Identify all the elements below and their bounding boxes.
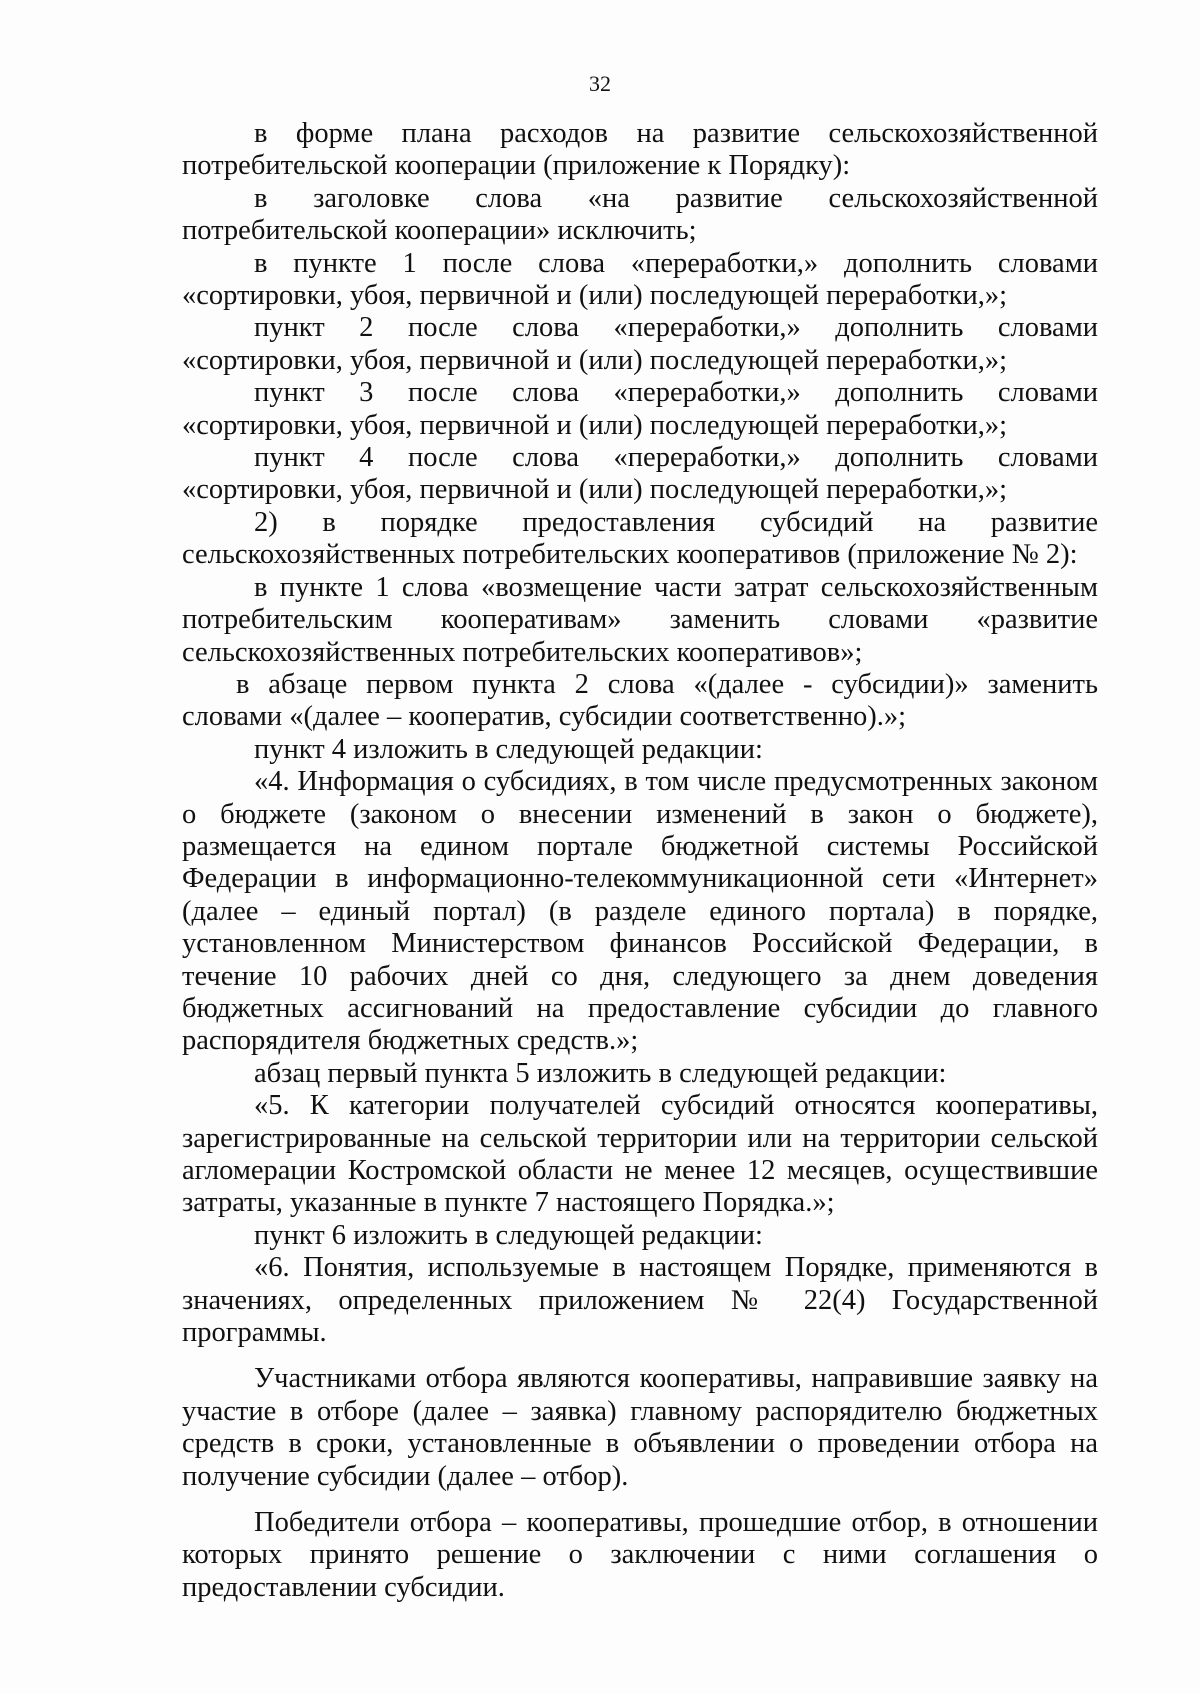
paragraph-13: «5. К категории получателей субсидий относятся кооперативы, зарегистрированные на сельской территории или на территории сельской агломерации Костромской области не менее 12 месяцев, осуществившие затраты, указанные в пункте 7 настоящего Порядка.»;: [182, 1090, 1098, 1219]
paragraph-14: пункт 6 изложить в следующей редакции:: [254, 1219, 763, 1251]
page-number: 32: [589, 71, 611, 96]
paragraph-11: «4. Информация о субсидиях, в том числе предусмотренных законом о бюджете (законом о внесении изменений в закон о бюджете), размещается на едином портале бюджетной системы Российской Федерации в информационно-телекоммуникационной сети «Интернет» (далее – единый портал) (в разделе единого портала) в порядке, установленном Министерством финансов Российской Федерации, в течение 10 рабочих дней со дня, следующего за днем доведения бюджетных ассигнований на предоставление субсидии до главного распорядителя бюджетных средств.»;: [182, 766, 1098, 1057]
paragraph-6: пункт 4 после слова «переработки,» дополнить словами «сортировки, убоя, первичной и (или) последующей переработки,»;: [182, 442, 1098, 506]
paragraph-4: пункт 2 после слова «переработки,» дополнить словами «сортировки, убоя, первичной и (или) последующей переработки,»;: [182, 312, 1098, 376]
paragraph-7: 2) в порядке предоставления субсидий на развитие сельскохозяйственных потребительских кооперативов (приложение № 2):: [182, 506, 1098, 571]
paragraph-10: пункт 4 изложить в следующей редакции:: [254, 733, 763, 765]
paragraph-17: Победители отбора – кооперативы, прошедшие отбор, в отношении которых принято решение о заключении с ними соглашения о предоставлении субсидии.: [182, 1507, 1098, 1603]
paragraph-15: «6. Понятия, используемые в настоящем Порядке, применяются в значениях, определенных приложением № 22(4) Государственной программы.: [182, 1252, 1098, 1349]
paragraph-3: в пункте 1 после слова «переработки,» дополнить словами «сортировки, убоя, первичной и (или) последующей переработки,»;: [182, 247, 1098, 312]
paragraph-16: Участниками отбора являются кооперативы, направившие заявку на участие в отборе (далее – заявка) главному распорядителю бюджетных средств в сроки, установленные в объявлении о проведении отбора на получение субсидии (далее – отбор).: [182, 1363, 1098, 1492]
paragraph-8: в пункте 1 слова «возмещение части затрат сельскохозяйственным потребительским кооперативам» заменить словами «развитие сельскохозяйственных потребительских кооперативов»;: [182, 571, 1098, 668]
paragraph-5: пункт 3 после слова «переработки,» дополнить словами «сортировки, убоя, первичной и (или) последующей переработки,»;: [182, 377, 1098, 441]
paragraph-1: в форме плана расходов на развитие сельскохозяйственной потребительской кооперации (приложение к Порядку):: [182, 118, 1098, 182]
paragraph-12: абзац первый пункта 5 изложить в следующей редакции:: [254, 1057, 947, 1089]
paragraph-2: в заголовке слова «на развитие сельскохозяйственной потребительской кооперации» исключить;: [182, 182, 1098, 247]
document-body: [182, 118, 1098, 1604]
paragraph-9: в абзаце первом пункта 2 слова «(далее - субсидии)» заменить словами «(далее – кооператив, субсидии соответственно).»;: [182, 668, 1098, 733]
